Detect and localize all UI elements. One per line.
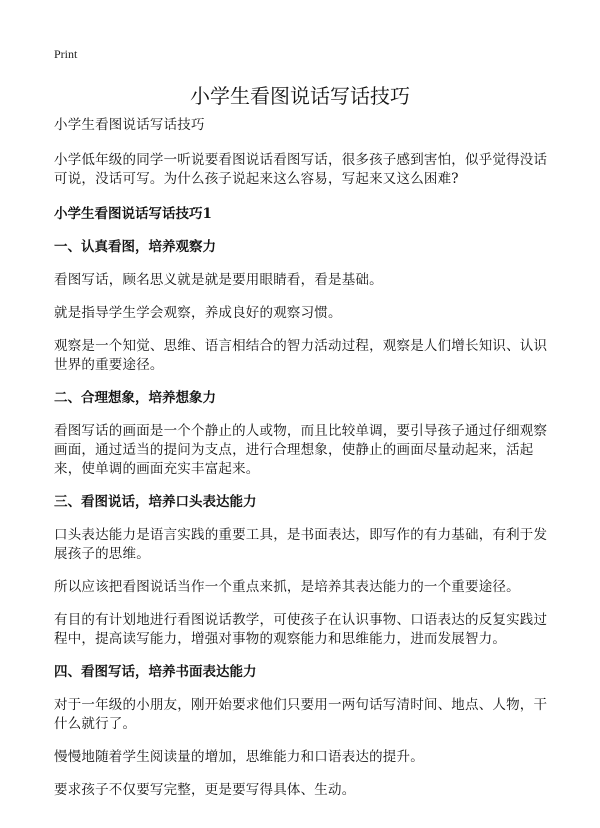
section-4-paragraph-3: 要求孩子不仅要写完整，更是要写得具体、生动。 xyxy=(54,782,356,798)
section-1-paragraph-2: 就是指导学生学会观察，养成良好的观察习惯。 xyxy=(54,305,342,321)
section-4-paragraph-2: 慢慢地随着学生阅读量的增加，思维能力和口语表达的提升。 xyxy=(54,749,424,765)
section-3-paragraph-1: 口头表达能力是语言实践的重要工具，是书面表达，即写作的有力基础，有利于发展孩子的思维。 xyxy=(54,527,548,562)
section-4-paragraph-1: 对于一年级的小朋友，刚开始要求他们只要用一两句话写清时间、地点、人物，干什么就行了。 xyxy=(54,697,548,732)
article-body xyxy=(54,116,548,800)
section-1-paragraph-3: 观察是一个知觉、思维、语言相结合的智力活动过程，观察是人们增长知识、认识世界的重要途径。 xyxy=(54,338,548,373)
section-3-paragraph-3: 有目的有计划地进行看图说话教学，可使孩子在认识事物、口语表达的反复实践过程中，提高读写能力，增强对事物的观察能力和思维能力，进而发展智力。 xyxy=(54,612,548,647)
section-4-heading: 四、看图写话，培养书面表达能力 xyxy=(54,664,257,680)
intro-paragraph: 小学低年级的同学一听说要看图说话看图写话，很多孩子感到害怕，似乎觉得没话可说，没话可写。为什么孩子说起来这么容易，写起来又这么困难? xyxy=(54,152,548,187)
section-3-paragraph-2: 所以应该把看图说话当作一个重点来抓，是培养其表达能力的一个重要途径。 xyxy=(54,579,520,595)
section-1-heading: 一、认真看图，培养观察力 xyxy=(54,239,216,255)
section-1-paragraph-1: 看图写话，顾名思义就是就是要用眼睛看，看是基础。 xyxy=(54,272,383,288)
page-title: 小学生看图说话写话技巧 xyxy=(190,84,410,108)
section-2-heading: 二、合理想象，培养想象力 xyxy=(54,390,216,406)
section-2-paragraph-1: 看图写话的画面是一个个静止的人或物，而且比较单调，要引导孩子通过仔细观察画面，通过适当的提问为支点，进行合理想象，使静止的画面尽量动起来，活起来，使单调的画面充实丰富起来。 xyxy=(54,423,548,477)
section-title: 小学生看图说话写话技巧1 xyxy=(54,206,212,222)
print-link[interactable]: Print xyxy=(54,47,78,61)
article-subtitle: 小学生看图说话写话技巧 xyxy=(54,117,205,133)
section-3-heading: 三、看图说话，培养口头表达能力 xyxy=(54,494,257,510)
